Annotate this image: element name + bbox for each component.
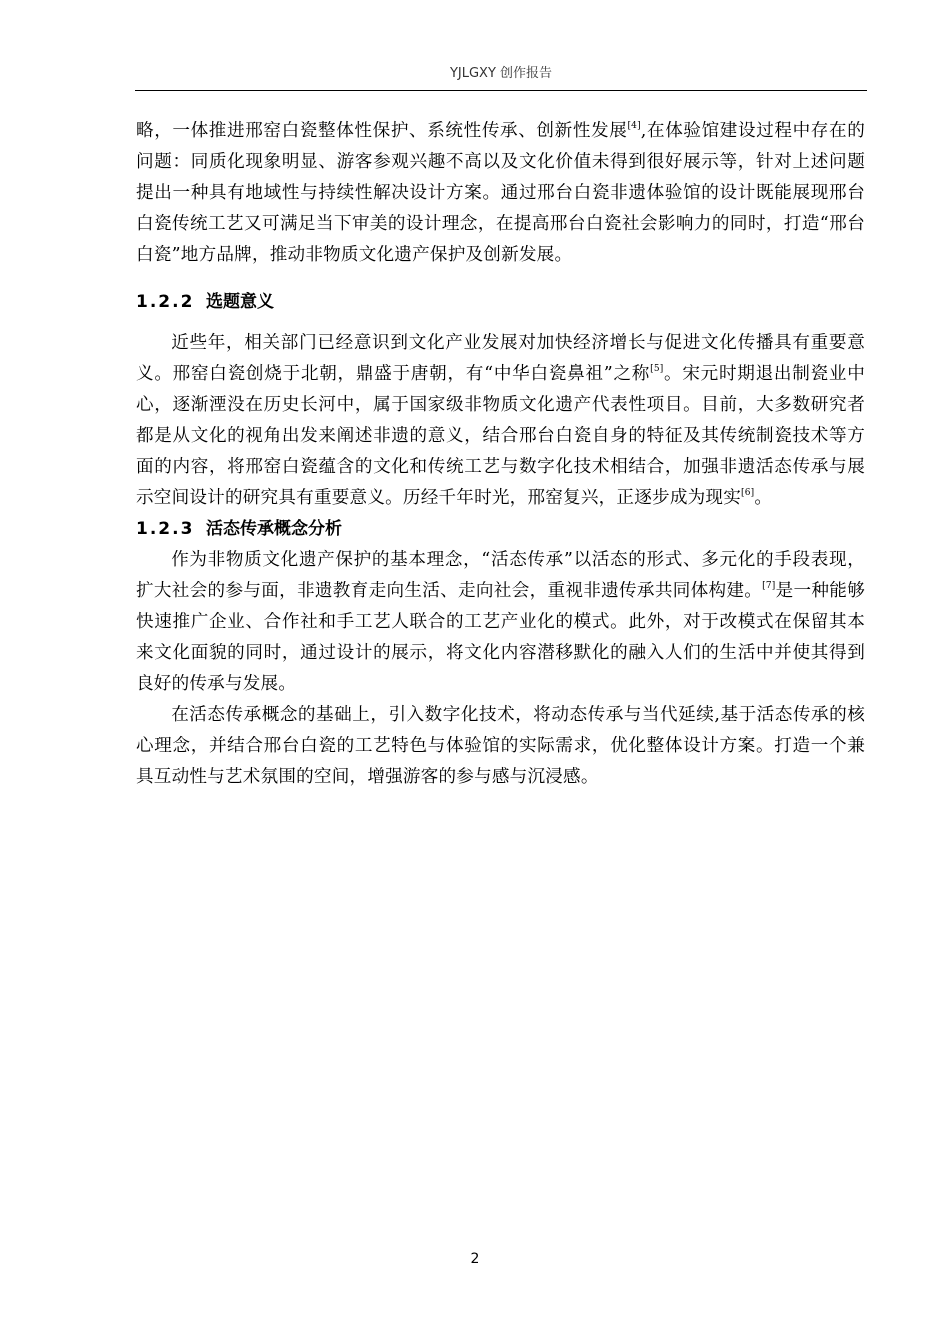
paragraph-topic-significance: 近些年，相关部门已经意识到文化产业发展对加快经济增长与促进文化传播具有重要意义。邢窑白瓷创烧于北朝，鼎盛于唐朝，有“中华白瓷鼻祖”之称[5]。宋元时期退出制瓷业中心，逐渐湮没在历史长河中，属于国家级非物质文化遗产代表性项目。目前，大多数研究者都是从文化的视角出发来阐述非遗的意义，结合邢台白瓷自身的特征及其传统制瓷技术等方面的内容，将邢窑白瓷蕴含的文化和传统工艺与数字化技术相结合，加强非遗活态传承与展示空间设计的研究具有重要意义。历经千年时光，邢窑复兴，正逐步成为现实[6]。 [136, 333, 865, 508]
section-heading-1-2-2 [136, 287, 865, 318]
section-heading-1-2-3 [136, 514, 865, 545]
page-number: 2 [470, 1251, 480, 1267]
citation-ref-7: [7] [762, 581, 776, 591]
citation-ref-4: [4] [627, 121, 641, 131]
section-title: 选题意义 [206, 292, 274, 312]
paragraph-living-heritage: 作为非物质文化遗产保护的基本理念，“活态传承”以活态的形式、多元化的手段表现，扩大社会的参与面，非遗教育走向生活、走向社会，重视非遗传承共同体构建。[7]是一种能够快速推广企业、合作社和手工艺人联合的工艺产业化的模式。此外，对于改模式在保留其本来文化面貌的同时，通过设计的展示，将文化内容潜移默化的融入人们的生活中并使其得到良好的传承与发展。 [136, 550, 865, 694]
section-title: 活态传承概念分析 [206, 519, 342, 539]
section-number: 1.2.3 [136, 519, 195, 539]
paragraph-intro-continuation: 略，一体推进邢窑白瓷整体性保护、系统性传承、创新性发展[4],在体验馆建设过程中存在的问题：同质化现象明显、游客参观兴趣不高以及文化价值未得到很好展示等，针对上述问题提出一种具有地域性与持续性解决设计方案。通过邢台白瓷非遗体验馆的设计既能展现邢台白瓷传统工艺又可满足当下审美的设计理念，在提高邢台白瓷社会影响力的同时，打造“邢台白瓷”地方品牌，推动非物质文化遗产保护及创新发展。 [136, 121, 866, 265]
page-header: YJLGXY 创作报告 [135, 62, 867, 91]
section-number: 1.2.2 [136, 292, 195, 312]
citation-ref-5: [5] [650, 364, 664, 374]
page-body [136, 116, 865, 793]
citation-ref-6: [6] [741, 488, 755, 498]
paragraph-digital-design: 在活态传承概念的基础上，引入数字化技术，将动态传承与当代延续,基于活态传承的核心理念，并结合邢台白瓷的工艺特色与体验馆的实际需求，优化整体设计方案。打造一个兼具互动性与艺术氛围的空间，增强游客的参与感与沉浸感。 [136, 705, 865, 787]
